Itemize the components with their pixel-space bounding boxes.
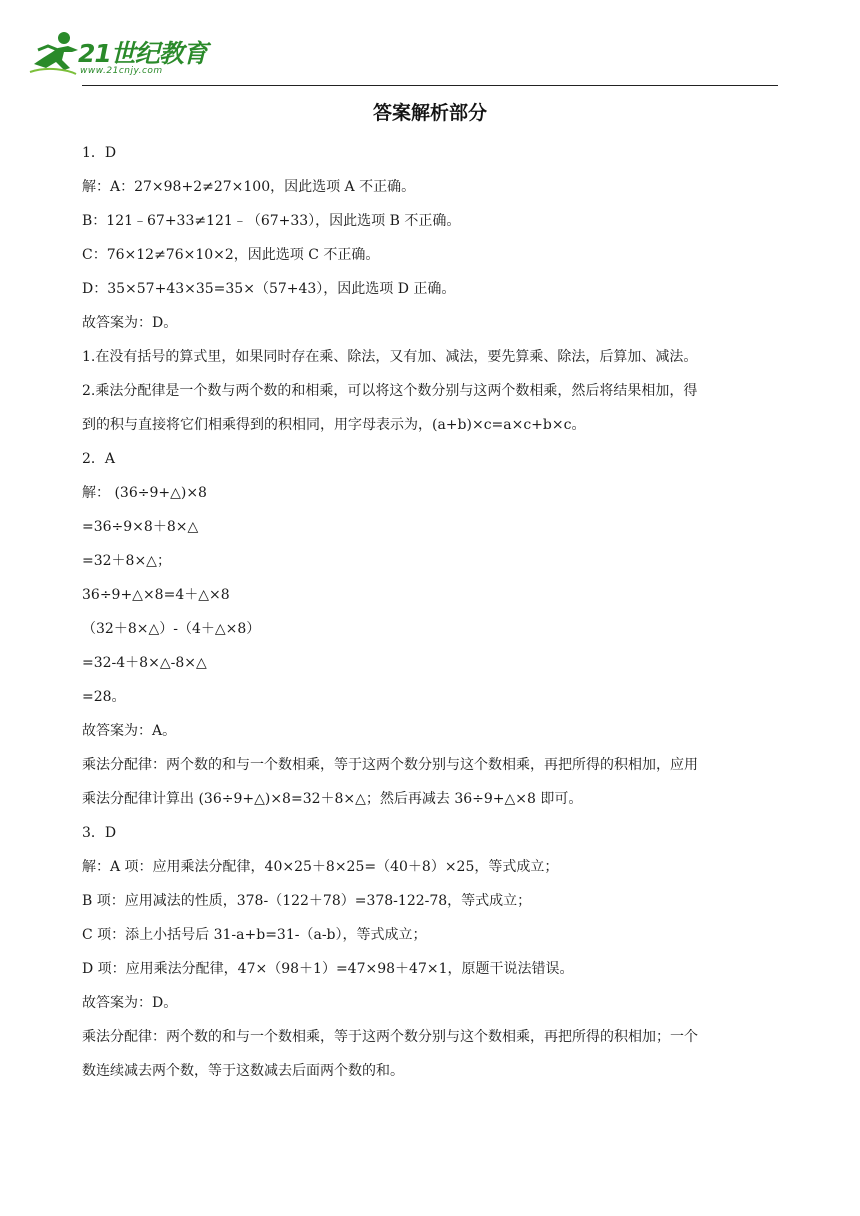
- text-line: 3．D: [82, 825, 117, 841]
- text-line: =36÷9×8＋8×△: [82, 519, 199, 535]
- text-line: 解：A 项：应用乘法分配律，40×25＋8×25=（40＋8）×25，等式成立；: [82, 859, 559, 875]
- text-line: 解：A：27×98+2≠27×100，因此选项 A 不正确。: [82, 179, 416, 195]
- text-line: 故答案为：D。: [82, 315, 178, 331]
- answer-content: [82, 136, 782, 1088]
- text-line: 乘法分配律：两个数的和与一个数相乘，等于这两个数分别与这个数相乘，再把所得的积相加，应用: [82, 757, 698, 773]
- text-line: 解： (36÷9+△)×8: [82, 485, 207, 501]
- header-divider: [82, 85, 778, 86]
- text-line: B 项：应用减法的性质，378-（122＋78）=378-122-78，等式成立；: [82, 893, 532, 909]
- text-line: 乘法分配律：两个数的和与一个数相乘，等于这两个数分别与这个数相乘，再把所得的积相加；一个: [82, 1029, 698, 1045]
- page-header: [0, 0, 860, 90]
- text-line: =32-4＋8×△-8×△: [82, 655, 207, 671]
- text-line: 1．D: [82, 145, 117, 161]
- text-line: （32＋8×△）-（4＋△×8）: [82, 621, 261, 637]
- text-line: 到的积与直接将它们相乘得到的积相同，用字母表示为，(a+b)×c=a×c+b×c。: [82, 417, 586, 433]
- text-line: C：76×12≠76×10×2，因此选项 C 不正确。: [82, 247, 380, 263]
- text-line: 2．A: [82, 451, 116, 467]
- logo-url: www.21cnjy.com: [80, 66, 163, 76]
- text-line: D：35×57+43×35=35×（57+43），因此选项 D 正确。: [82, 281, 456, 297]
- text-line: 2.乘法分配律是一个数与两个数的和相乘，可以将这个数分别与这两个数相乘，然后将结果相加，得: [82, 383, 698, 399]
- text-line: 36÷9+△×8=4＋△×8: [82, 587, 230, 603]
- text-line: C 项：添上小括号后 31-a+b=31-（a-b），等式成立；: [82, 927, 427, 943]
- text-line: 1.在没有括号的算式里，如果同时存在乘、除法，又有加、减法，要先算乘、除法，后算加、减法。: [82, 349, 698, 365]
- text-line: D 项：应用乘法分配律，47×（98＋1）=47×98＋47×1，原题干说法错误。: [82, 961, 574, 977]
- logo-brand: 21世纪教育: [78, 39, 207, 68]
- page-title: 答案解析部分: [372, 102, 487, 124]
- text-line: 数连续减去两个数，等于这数减去后面两个数的和。: [82, 1063, 404, 1079]
- text-line: B：121﹣67+33≠121﹣（67+33），因此选项 B 不正确。: [82, 213, 461, 229]
- text-line: 故答案为：A。: [82, 723, 177, 739]
- text-line: 故答案为：D。: [82, 995, 178, 1011]
- text-line: =32＋8×△；: [82, 553, 171, 569]
- text-line: =28。: [82, 689, 126, 705]
- text-line: 乘法分配律计算出 (36÷9+△)×8=32＋8×△；然后再减去 36÷9+△×8 即可。: [82, 791, 583, 807]
